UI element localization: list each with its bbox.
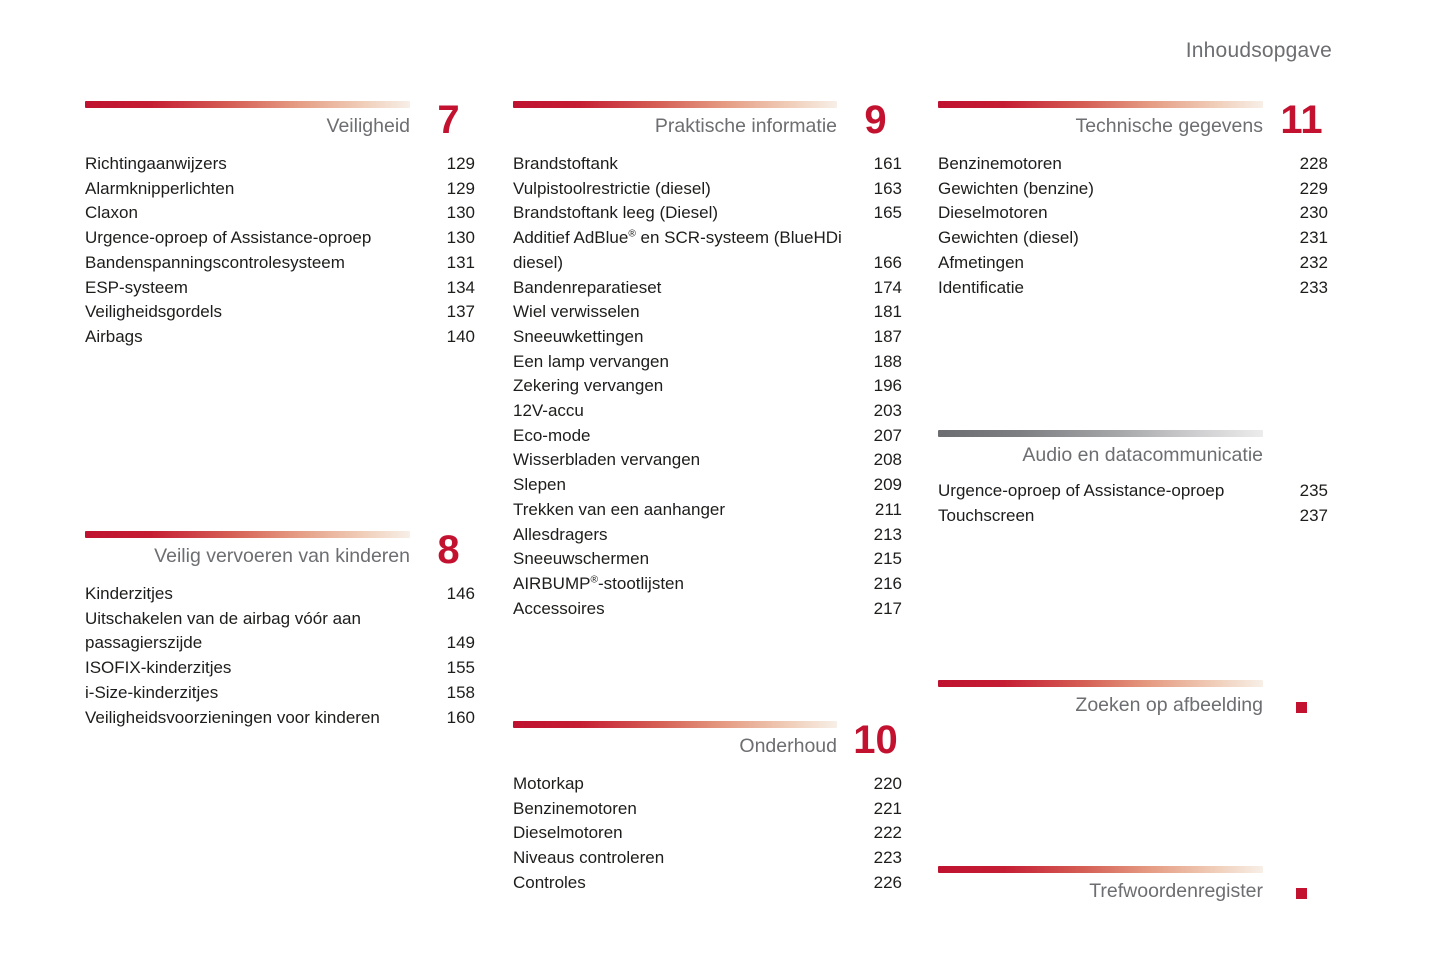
toc-item-label: Urgence-oproep of Assistance-oproep [938,481,1225,500]
toc-page-number: 228 [1299,154,1328,173]
toc-item-label: Wisserbladen vervangen [513,450,701,470]
toc-page-number: 207 [873,425,902,445]
toc-page-number: 134 [446,277,475,297]
section-header-bar-area [938,866,1263,902]
section-header-bar-area [938,101,1263,139]
section-bar [938,101,1263,108]
toc-row [85,582,475,607]
toc-row [513,498,902,523]
section-zoeken-op-afbeelding [938,680,1328,716]
section-technische-gegevens [938,98,1328,300]
toc-page-number: 211 [874,499,902,519]
toc-row [513,276,902,301]
toc-row [513,424,902,449]
toc-row [513,473,902,498]
toc-item-label: Uitschakelen van de airbag vóór aan passagierszijde [85,608,361,653]
toc-page-number: 230 [1299,203,1328,223]
page-title: Inhoudsopgave [1185,39,1332,62]
section-title: Audio en datacommunicatie [1022,444,1263,466]
toc-item-label: Gewichten (benzine) [938,178,1094,198]
toc-item-label: Urgence-oproep of Assistance-oproep [85,228,372,248]
section-bar [513,721,837,728]
toc-item-label: Brandstoftank [513,154,618,173]
toc-item-label: ISOFIX-kinderzitjes [85,658,232,678]
toc-page-number: 155 [446,658,475,678]
toc-item-label: Controles [513,872,586,892]
section-title: Veilig vervoeren van kinderen [154,545,410,567]
toc-row [938,479,1328,504]
section-header-bar-area [513,721,837,759]
section-header-bar-area [938,680,1263,716]
toc-row [513,772,902,797]
toc-list [938,152,1328,300]
toc-row [85,656,475,681]
section-header [938,680,1328,716]
toc-row [938,201,1328,226]
toc-item-label: Kinderzitjes [85,584,173,603]
toc-page-number: 216 [873,573,902,593]
red-square-icon [1263,680,1328,716]
toc-page-number: 213 [873,524,902,544]
toc-row [513,399,902,424]
section-header-bar-area [938,430,1263,466]
toc-item-label: Veiligheidsgordels [85,302,223,322]
toc-page-number: 217 [873,598,902,618]
toc-row [85,706,475,731]
toc-item-label: Dieselmotoren [513,823,623,843]
toc-row [85,276,475,301]
toc-row [938,251,1328,276]
section-bar [85,531,410,538]
toc-item-label: Trekken van een aanhanger [513,499,726,519]
toc-item-label: Een lamp vervangen [513,351,669,371]
toc-page-number: 215 [873,549,902,569]
toc-item-label: Claxon [85,203,138,223]
toc-item-label: Richtingaanwijzers [85,154,227,173]
section-header-bar-area [85,101,410,139]
section-title: Praktische informatie [654,115,837,137]
section-number: 10 [853,718,898,762]
toc-list [85,152,475,350]
toc-item-label: Additief AdBlue® en SCR-systeem (BlueHDi diesel) [513,228,842,272]
toc-row [513,201,902,226]
toc-item-label: Dieselmotoren [938,203,1048,223]
toc-item-label: Wiel verwisselen [513,302,640,322]
toc-item-label: Allesdragers [513,524,608,544]
toc-row [85,300,475,325]
section-bar [938,866,1263,873]
toc-item-label: Sneeuwschermen [513,549,650,569]
toc-item-label: Sneeuwkettingen [513,326,644,346]
toc-page-number: 146 [446,584,475,603]
red-square-icon [1263,866,1328,902]
toc-page-number: 229 [1299,178,1328,198]
toc-page-number: 131 [446,252,475,272]
section-header [938,98,1328,142]
section-header [513,718,902,762]
toc-row [85,681,475,706]
toc-page-number: 196 [873,376,902,396]
section-header [938,430,1328,466]
toc-item-label: AIRBUMP®-stootlijsten [513,573,684,593]
section-title: Veiligheid [326,115,410,137]
toc-item-label: Benzinemotoren [513,798,637,818]
section-header [85,528,475,572]
toc-page-number: 188 [873,351,902,371]
section-number: 11 [1280,98,1323,142]
toc-row [513,547,902,572]
toc-row [85,251,475,276]
toc-page-number: 165 [873,203,902,223]
toc-row [85,152,475,177]
section-number: 9 [864,98,887,142]
section-header [513,98,902,142]
toc-item-label: ESP-systeem [85,277,188,297]
toc-row [513,300,902,325]
toc-row [513,350,902,375]
toc-item-label: Niveaus controleren [513,848,665,868]
toc-page-number: 163 [873,178,902,198]
toc-item-label: Vulpistoolrestrictie (diesel) [513,178,711,198]
toc-item-label: Zekering vervangen [513,376,664,396]
section-veiligheid [85,98,475,350]
toc-item-label: Airbags [85,326,143,346]
toc-item-label: Eco-mode [513,425,591,445]
toc-list [85,582,475,730]
toc-row [513,152,902,177]
toc-item-label: i-Size-kinderzitjes [85,682,219,702]
toc-page-number: 187 [873,326,902,346]
section-header-bar-area [85,531,410,569]
toc-page-number: 181 [873,302,902,322]
toc-row [938,276,1328,301]
toc-row [513,325,902,350]
toc-page-number: 129 [446,178,475,198]
toc-page-number: 220 [873,774,902,793]
toc-row [85,177,475,202]
toc-item-label: Alarmknipperlichten [85,178,235,198]
toc-page-number: 237 [1299,505,1328,525]
toc-page-number: 203 [873,401,902,421]
toc-page-number: 161 [873,154,902,173]
toc-row [85,325,475,350]
toc-row [513,846,902,871]
toc-page-number: 208 [873,450,902,470]
toc-item-label: Accessoires [513,598,605,618]
section-bar [938,430,1263,437]
toc-item-label: Touchscreen [938,505,1035,525]
section-header [938,866,1328,902]
toc-page-number: 226 [873,872,902,892]
toc-item-label: Gewichten (diesel) [938,228,1079,248]
toc-page-number: 235 [1299,481,1328,500]
toc-item-label: Slepen [513,475,566,495]
toc-page-number: 137 [446,302,475,322]
toc-page-number: 222 [873,823,902,843]
toc-item-label: Identificatie [938,277,1024,297]
section-header-bar-area [513,101,837,139]
toc-row [938,504,1328,529]
toc-row [513,597,902,622]
section-number-spacer [1263,430,1328,466]
toc-page-number: 221 [873,798,902,818]
toc-page-number: 149 [446,633,475,653]
section-praktische-informatie [513,98,902,621]
section-header [85,98,475,142]
toc-item-label: Veiligheidsvoorzieningen voor kinderen [85,707,380,727]
toc-row [513,177,902,202]
section-title: Zoeken op afbeelding [1075,694,1263,716]
toc-page-number: 166 [873,252,902,272]
toc-page-number: 140 [446,326,475,346]
toc-row [938,226,1328,251]
toc-page-number: 231 [1299,228,1328,248]
section-number: 8 [437,528,460,572]
section-veilig-vervoeren-van-kinderen [85,528,475,730]
toc-item-label: Benzinemotoren [938,154,1062,173]
toc-item-label: Bandenspanningscontrolesysteem [85,252,345,272]
section-title: Trefwoordenregister [1089,880,1263,902]
toc-row [513,374,902,399]
toc-page-number: 174 [873,277,902,297]
toc-item-label: Motorkap [513,774,584,793]
toc-list [513,772,902,896]
toc-item-label: Afmetingen [938,252,1024,272]
toc-page-number: 129 [446,154,475,173]
toc-row [513,448,902,473]
toc-page-number: 232 [1299,252,1328,272]
toc-row [938,152,1328,177]
toc-page-number: 130 [446,203,475,223]
toc-row [513,572,902,597]
section-bar [938,680,1263,687]
section-onderhoud [513,718,902,896]
toc-row [85,226,475,251]
toc-page-number: 233 [1299,277,1328,297]
toc-row [85,201,475,226]
toc-item-label: Bandenreparatieset [513,277,662,297]
section-trefwoordenregister [938,866,1328,902]
toc-row [513,797,902,822]
toc-row [513,821,902,846]
toc-item-label: 12V-accu [513,401,584,421]
toc-row [513,226,902,275]
toc-page-number: 130 [446,228,475,248]
section-audio-en-datacommunicatie [938,430,1328,528]
toc-row [85,607,475,656]
toc-row [938,177,1328,202]
toc-list [938,479,1328,528]
toc-row [513,871,902,896]
section-number: 7 [437,98,460,142]
toc-page-number: 158 [446,682,475,702]
toc-list [513,152,902,621]
section-title: Technische gegevens [1075,115,1263,137]
toc-item-label: Brandstoftank leeg (Diesel) [513,203,719,223]
section-title: Onderhoud [739,735,837,757]
toc-row [513,523,902,548]
toc-page-number: 223 [873,848,902,868]
toc-page-number: 209 [873,475,902,495]
section-bar [513,101,837,108]
toc-page-number: 160 [446,707,475,727]
section-bar [85,101,410,108]
